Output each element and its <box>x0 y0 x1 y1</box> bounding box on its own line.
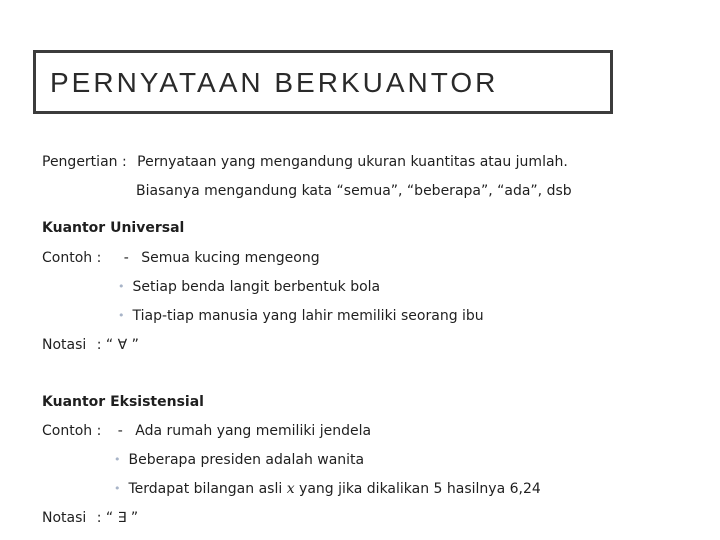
universal-example-line-2 <box>118 279 380 295</box>
existential-example-line-2 <box>114 452 364 468</box>
universal-example-line-1 <box>42 250 320 266</box>
universal-notation-label: Notasi <box>42 337 87 353</box>
existential-notation-label: Notasi <box>42 510 87 526</box>
existential-example-3-post: yang jika dikalikan 5 hasilnya 6,24 <box>299 481 541 497</box>
universal-example-1: Semua kucing mengeong <box>141 250 320 266</box>
existential-notation-value: : “ ∃ ” <box>96 510 139 526</box>
existential-notation <box>42 510 138 526</box>
existential-example-1: Ada rumah yang memiliki jendela <box>135 423 372 439</box>
bullet-icon: • <box>118 280 125 293</box>
bullet-icon: • <box>114 482 121 495</box>
variable-x: x <box>286 481 295 497</box>
existential-example-line-1 <box>42 423 371 439</box>
universal-example-label: Contoh : <box>42 250 102 266</box>
existential-example-2: Beberapa presiden adalah wanita <box>128 452 365 468</box>
universal-notation <box>42 337 139 353</box>
page-title: PERNYATAAN BERKUANTOR <box>50 67 499 98</box>
definition-label: Pengertian : <box>42 154 127 170</box>
universal-example-2: Setiap benda langit berbentuk bola <box>132 279 381 295</box>
definition-text-1: Pernyataan yang mengandung ukuran kuantitas atau jumlah. <box>137 154 568 170</box>
existential-example-line-3 <box>114 481 541 497</box>
bullet-icon: • <box>118 309 125 322</box>
existential-dash: - <box>117 423 123 439</box>
universal-notation-value: : “ ∀ ” <box>96 337 139 353</box>
existential-example-label: Contoh : <box>42 423 102 439</box>
title-box <box>33 50 613 114</box>
definition-text-2: Biasanya mengandung kata “semua”, “beberapa”, “ada”, dsb <box>136 183 572 199</box>
universal-dash: - <box>123 250 129 266</box>
existential-heading: Kuantor Eksistensial <box>42 394 204 410</box>
universal-example-line-3 <box>118 308 484 324</box>
bullet-icon: • <box>114 453 121 466</box>
existential-example-3-pre: Terdapat bilangan asli <box>128 481 283 497</box>
universal-example-3: Tiap-tiap manusia yang lahir memiliki seorang ibu <box>132 308 484 324</box>
definition-line-1 <box>42 154 568 170</box>
universal-heading: Kuantor Universal <box>42 220 185 236</box>
